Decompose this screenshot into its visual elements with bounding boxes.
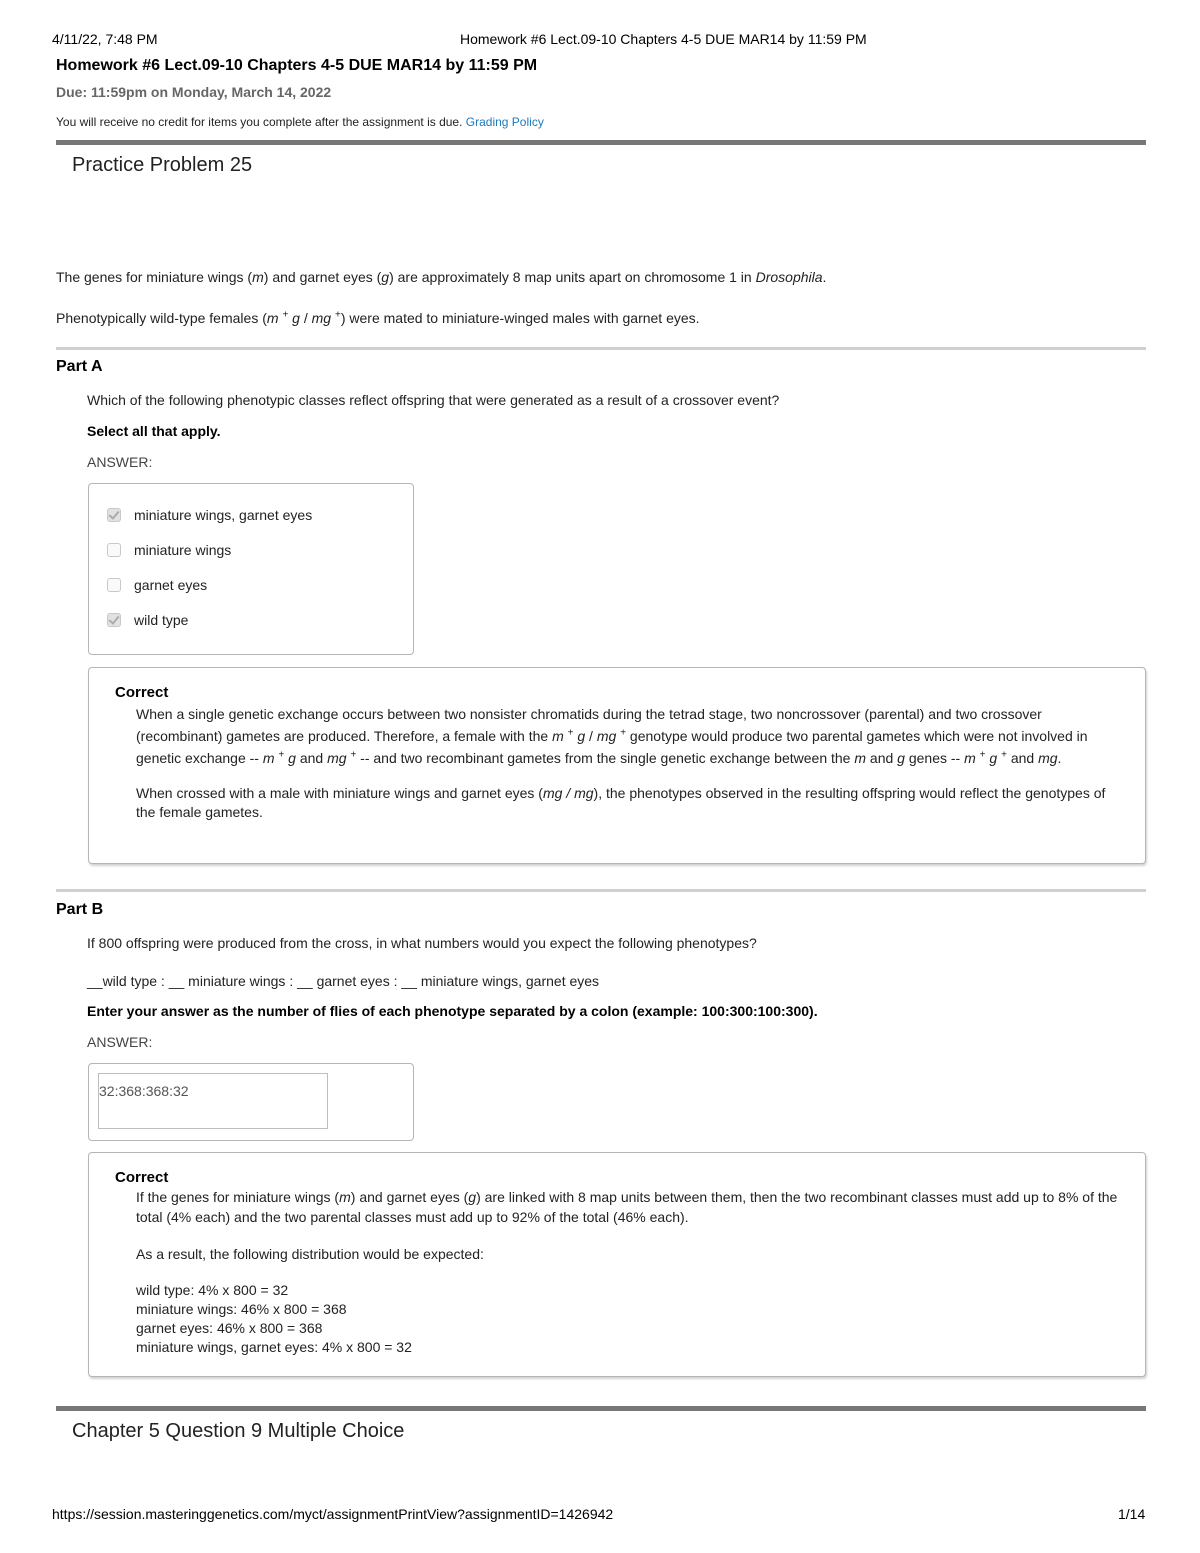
checkbox-unchecked-icon[interactable] bbox=[107, 543, 121, 557]
checkbox-checked-icon[interactable] bbox=[107, 508, 121, 522]
distribution-line: garnet eyes: 46% x 800 = 368 bbox=[136, 1320, 323, 1336]
part-b-answer-label: ANSWER: bbox=[87, 1034, 153, 1050]
part-a-question: Which of the following phenotypic classes reflect offspring that were generated as a result of a crossover event? bbox=[87, 392, 780, 408]
option-label: miniature wings, garnet eyes bbox=[134, 507, 313, 523]
section-divider bbox=[56, 140, 1146, 145]
print-footer-page: 1/14 bbox=[1118, 1506, 1146, 1522]
late-notice bbox=[56, 115, 544, 129]
feedback-status: Correct bbox=[115, 684, 169, 701]
part-a-answer-label: ANSWER: bbox=[87, 454, 153, 470]
part-a-feedback bbox=[88, 667, 1146, 864]
part-a-title: Part A bbox=[56, 358, 103, 375]
part-divider bbox=[56, 347, 1146, 350]
part-a-answer-box bbox=[88, 483, 414, 655]
answer-input[interactable]: 32:368:368:32 bbox=[98, 1073, 328, 1129]
part-a-instruction: Select all that apply. bbox=[87, 423, 221, 439]
problem-intro-1: The genes for miniature wings (m) and garnet eyes (g) are approximately 8 map units apart on chromosome 1 in Drosophila. bbox=[56, 269, 827, 285]
feedback-paragraph-2: When crossed with a male with miniature wings and garnet eyes (mg / mg), the phenotypes observed in the resulting offspring would reflect the genotypes of the female gametes. bbox=[136, 785, 1106, 820]
feedback-paragraph-1: If the genes for miniature wings (m) and garnet eyes (g) are linked with 8 map units between them, then the two recombinant classes must add up to 8% of the total (4% each) and the two parental classes must add up to 92% of the total (46% each). bbox=[136, 1189, 1118, 1225]
option-garnet-eyes[interactable] bbox=[107, 575, 207, 595]
part-b-answer-box bbox=[88, 1063, 414, 1141]
feedback-body bbox=[136, 703, 1126, 822]
print-header-datetime: 4/11/22, 7:48 PM bbox=[52, 31, 158, 47]
option-wild-type[interactable] bbox=[107, 610, 188, 630]
assignment-title: Homework #6 Lect.09-10 Chapters 4-5 DUE MAR14 by 11:59 PM bbox=[56, 57, 538, 74]
option-label: wild type bbox=[134, 612, 189, 628]
option-miniature-wings-garnet-eyes[interactable] bbox=[107, 505, 312, 525]
option-label: garnet eyes bbox=[134, 577, 208, 593]
problem-intro-2: Phenotypically wild-type females (m + g / mg +) were mated to miniature-winged males with garnet eyes. bbox=[56, 309, 700, 326]
print-header-title: Homework #6 Lect.09-10 Chapters 4-5 DUE MAR14 by 11:59 PM bbox=[460, 31, 867, 47]
checkbox-checked-icon[interactable] bbox=[107, 613, 121, 627]
feedback-paragraph-2: As a result, the following distribution would be expected: bbox=[136, 1246, 484, 1262]
part-b-title: Part B bbox=[56, 901, 104, 918]
option-miniature-wings[interactable] bbox=[107, 540, 231, 560]
distribution-line: miniature wings, garnet eyes: 4% x 800 = 32 bbox=[136, 1339, 412, 1355]
part-b-instruction: Enter your answer as the number of flies of each phenotype separated by a colon (example: 100:300:100:300). bbox=[87, 1003, 818, 1019]
late-notice-text: You will receive no credit for items you complete after the assignment is due. bbox=[56, 115, 463, 129]
part-b-blanks: __wild type : __ miniature wings : __ garnet eyes : __ miniature wings, garnet eyes bbox=[87, 973, 600, 989]
part-b-question: If 800 offspring were produced from the cross, in what numbers would you expect the following phenotypes? bbox=[87, 935, 757, 951]
distribution-line: miniature wings: 46% x 800 = 368 bbox=[136, 1301, 347, 1317]
feedback-paragraph-1: When a single genetic exchange occurs between two nonsister chromatids during the tetrad stage, two noncrossover (parental) and two crossover (recombinant) gametes are produced. Therefore, a female with the m + g / mg + genotype would produce two parental gametes which were not involved in genetic exchange -- m + g and mg + -- and two recombinant gametes from the single genetic exchange between the m and g genes -- m + g + and mg. bbox=[136, 706, 1088, 766]
part-b-feedback bbox=[88, 1152, 1146, 1377]
problem-title: Practice Problem 25 bbox=[72, 154, 253, 176]
due-date: Due: 11:59pm on Monday, March 14, 2022 bbox=[56, 84, 332, 100]
option-label: miniature wings bbox=[134, 542, 232, 558]
checkbox-unchecked-icon[interactable] bbox=[107, 578, 121, 592]
next-problem-title: Chapter 5 Question 9 Multiple Choice bbox=[72, 1420, 405, 1442]
print-footer-url: https://session.masteringgenetics.com/myct/assignmentPrintView?assignmentID=1426942 bbox=[52, 1506, 614, 1522]
feedback-body bbox=[136, 1187, 1126, 1357]
distribution-line: wild type: 4% x 800 = 32 bbox=[136, 1282, 289, 1298]
feedback-status: Correct bbox=[115, 1169, 169, 1186]
part-divider bbox=[56, 889, 1146, 892]
section-divider bbox=[56, 1406, 1146, 1411]
grading-policy-link[interactable]: Grading Policy bbox=[465, 115, 544, 129]
